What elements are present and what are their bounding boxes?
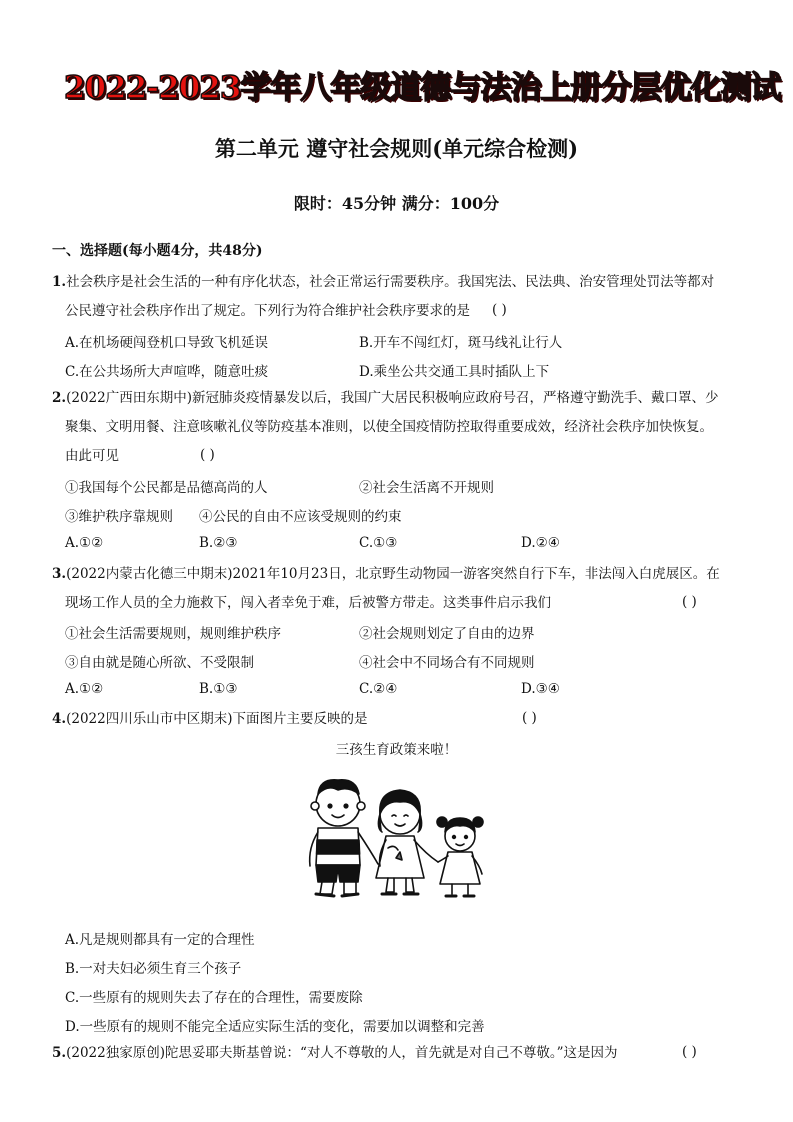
q3-answer-paren: ( ) — [682, 594, 697, 610]
little-girl-figure — [437, 817, 483, 896]
three-children-illustration — [296, 770, 506, 905]
q4-option-c: C.一些原有的规则失去了存在的合理性，需要废除 — [65, 990, 363, 1006]
q1-option-b: B.开车不闯红灯，斑马线礼让行人 — [359, 335, 563, 351]
q3-statement-2: ②社会规则划定了自由的边界 — [359, 626, 535, 642]
q4-option-a: A.凡是规则都具有一定的合理性 — [65, 932, 255, 948]
q3-statement-1: ①社会生活需要规则，规则维护秩序 — [65, 626, 281, 642]
q2-statement-1: ①我国每个公民都是品德高尚的人 — [65, 480, 268, 496]
q1-option-a: A.在机场硬闯登机口导致飞机延误 — [65, 335, 269, 351]
girl-figure — [376, 790, 438, 894]
q1-number: 1. — [52, 274, 67, 290]
q4-number: 4. — [52, 711, 67, 727]
q1-answer-paren: ( ) — [492, 302, 507, 318]
q4-image-caption: 三孩生育政策来啦！ — [335, 742, 458, 758]
q4-option-b: B.一对夫妇必须生育三个孩子 — [65, 961, 242, 977]
q2-answer-paren: ( ) — [200, 447, 215, 463]
q4-answer-paren: ( ) — [522, 710, 537, 726]
q3-option-d: D.③④ — [521, 681, 560, 697]
boy-figure — [310, 780, 378, 896]
q2-line-3: 由此可见 — [65, 448, 119, 464]
unit-title: 第二单元 遵守社会规则(单元综合检测) — [214, 136, 579, 161]
q5-number: 5. — [52, 1045, 67, 1061]
q3-option-a: A.①② — [65, 681, 104, 697]
banner-title: 2022-2023学年八年级道德与法治上册分层优化测试 — [64, 70, 781, 106]
q3-option-b: B.①③ — [199, 681, 238, 697]
q2-option-b: B.②③ — [199, 535, 238, 551]
q2-option-a: A.①② — [65, 535, 104, 551]
q2-statement-2: ②社会生活离不开规则 — [359, 480, 494, 496]
q1-option-c: C.在公共场所大声喧哗，随意吐痰 — [65, 364, 269, 380]
q5-line-1: 5.(2022独家原创)陀思妥耶夫斯基曾说：“对人不尊敬的人，首先就是对自己不尊敬。”这是因为 — [52, 1045, 618, 1061]
q1-line-1: 1.社会秩序是社会生活的一种有序化状态，社会正常运行需要秩序。我国宪法、民法典、治安管理处罚法等都对 — [52, 274, 715, 290]
q4-option-d: D.一些原有的规则不能完全适应实际生活的变化，需要加以调整和完善 — [65, 1019, 485, 1035]
q3-line-2: 现场工作人员的全力施救下，闯入者幸免于难，后被警方带走。这类事件启示我们 — [65, 595, 551, 611]
q2-statement-3: ③维护秩序靠规则 — [65, 509, 173, 525]
q2-line-2: 聚集、文明用餐、注意咳嗽礼仪等防疫基本准则，以使全国疫情防控取得重要成效，经济社会秩序加快恢复。 — [65, 419, 713, 435]
q1-line-2: 公民遵守社会秩序作出了规定。下列行为符合维护社会秩序要求的是 — [65, 303, 470, 319]
q2-option-c: C.①③ — [359, 535, 398, 551]
q1-option-d: D.乘坐公共交通工具时插队上下 — [359, 364, 550, 380]
q3-line-1: 3.(2022内蒙古化德三中期末)2021年10月23日，北京野生动物园一游客突然自行下车，非法闯入白虎展区。在 — [52, 566, 720, 582]
q5-answer-paren: ( ) — [682, 1044, 697, 1060]
q3-option-c: C.②④ — [359, 681, 398, 697]
q3-statement-3: ③自由就是随心所欲、不受限制 — [65, 655, 254, 671]
time-score-limit: 限时：45分钟 满分：100分 — [293, 194, 500, 213]
q3-statement-4: ④社会中不同场合有不同规则 — [359, 655, 535, 671]
q3-number: 3. — [52, 566, 67, 582]
q2-statement-4: ④公民的自由不应该受规则的约束 — [199, 509, 402, 525]
q4-line-1: 4.(2022四川乐山市中区期末)下面图片主要反映的是 — [52, 711, 368, 727]
q2-line-1: 2.(2022广西田东期中)新冠肺炎疫情暴发以后，我国广大居民积极响应政府号召，严格遵守勤洗手、戴口罩、少 — [52, 390, 719, 406]
q2-option-d: D.②④ — [521, 535, 560, 551]
section-heading: 一、选择题(每小题4分，共48分) — [52, 243, 263, 259]
q2-number: 2. — [52, 390, 67, 406]
